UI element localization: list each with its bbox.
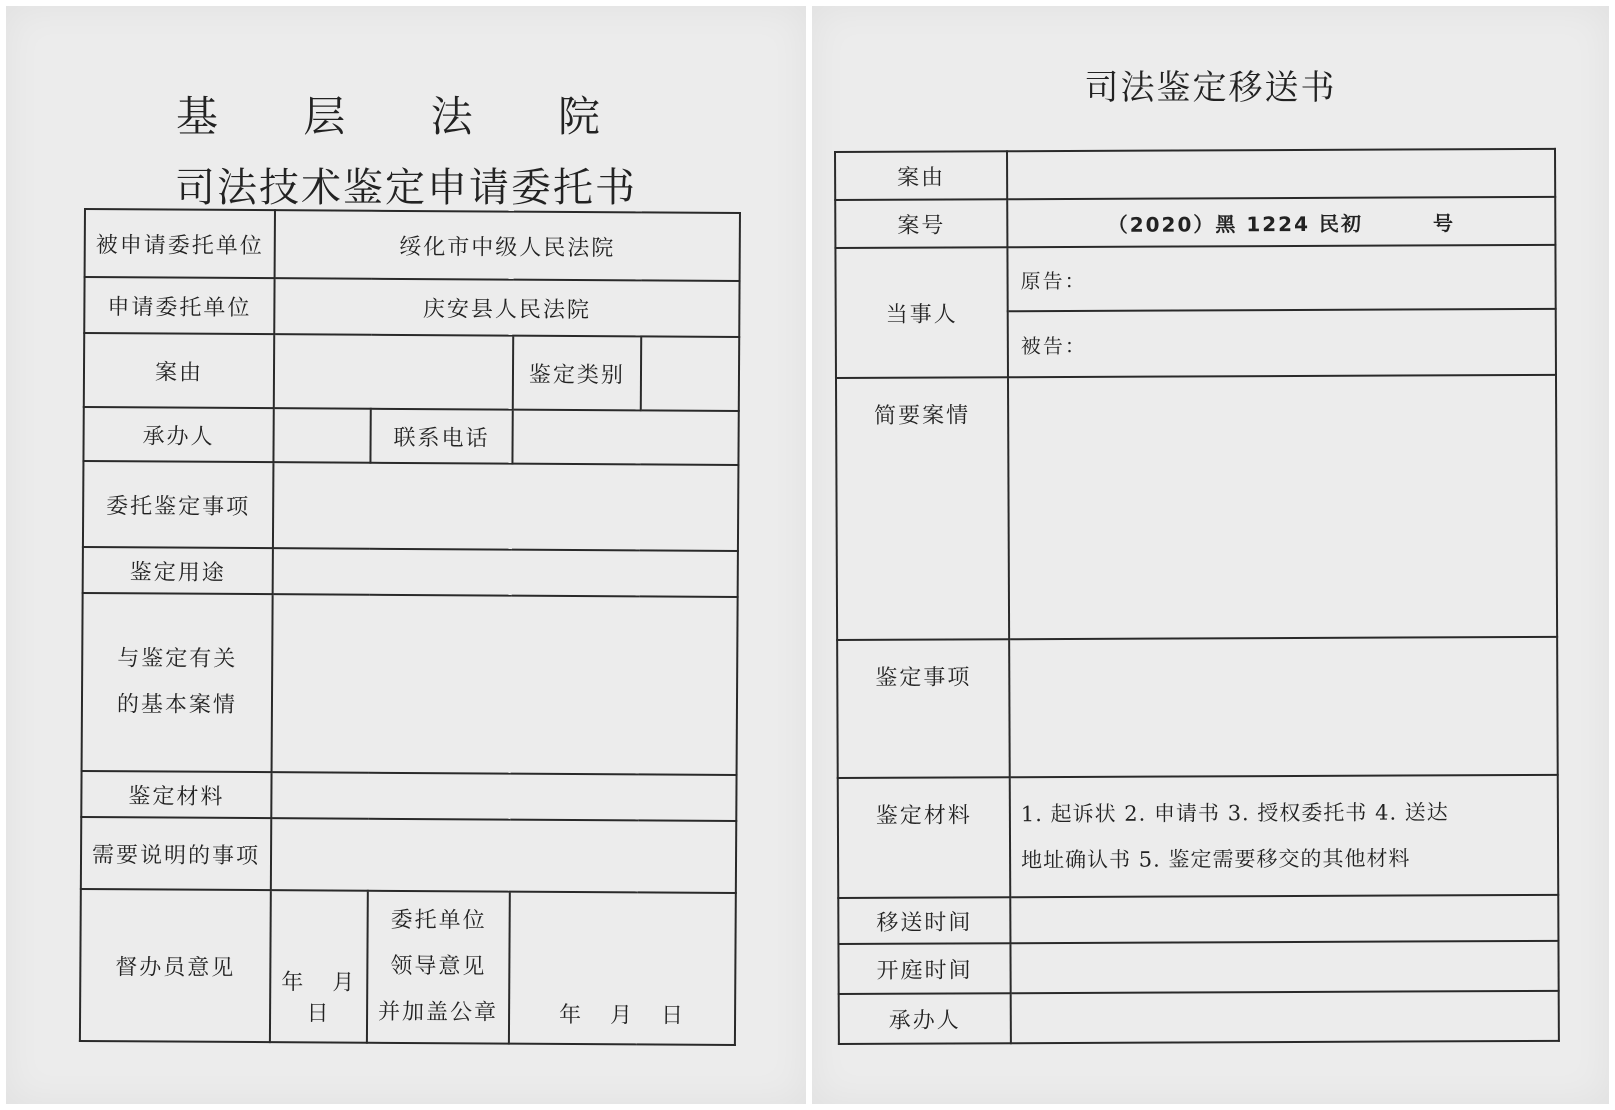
supervisor-label: 督办员意见 [80, 889, 271, 1042]
table-row [83, 547, 738, 597]
table-row [83, 407, 738, 465]
plaintiff-field[interactable]: 原告： [1007, 245, 1555, 311]
table-row [85, 209, 740, 281]
supervisor-date[interactable]: 年 月 日 [270, 890, 368, 1043]
handler-field[interactable] [273, 408, 370, 463]
leader-label-line-3: 并加盖公章 [378, 999, 499, 1026]
basic-case-label [82, 593, 273, 772]
appraisal-type-label: 鉴定类别 [513, 336, 641, 411]
hearing-time-label: 开庭时间 [838, 943, 1010, 994]
table-row [839, 991, 1559, 1044]
parties-label: 当事人 [835, 247, 1008, 378]
table-row [82, 593, 738, 775]
table-row [835, 245, 1555, 312]
summary-field[interactable] [1008, 375, 1557, 639]
r-cause-label: 案由 [835, 151, 1007, 200]
hearing-time-field[interactable] [1010, 941, 1558, 993]
case-no-value: （2020）黑 1224 民初 [1107, 211, 1363, 237]
entrusted-unit-label: 被申请委托单位 [85, 209, 275, 278]
table-row [80, 889, 736, 1045]
transfer-form-table [834, 148, 1560, 1045]
appraisal-matters-label: 鉴定事项 [837, 639, 1010, 778]
court-name: 基 层 法 院 [175, 92, 637, 141]
table-row [84, 333, 739, 411]
appraisal-type-field[interactable] [641, 336, 739, 411]
r-materials-field[interactable] [1010, 775, 1559, 897]
form-title: 司法技术鉴定申请委托书 [175, 165, 637, 211]
materials-line-2: 地址确认书 5. 鉴定需要移交的其他材料 [1021, 846, 1411, 873]
basic-case-label-line-1: 与鉴定有关 [117, 646, 238, 672]
table-row [835, 197, 1555, 248]
materials-field[interactable] [271, 772, 736, 821]
table-row [84, 277, 739, 337]
case-no-suffix: 号 [1432, 210, 1455, 235]
materials-line-1: 1. 起诉状 2. 申请书 3. 授权委托书 4. 送达 [1020, 800, 1449, 827]
basic-case-label-line-2: 的基本案情 [116, 692, 238, 718]
leader-date[interactable]: 年 月 日 [509, 892, 736, 1045]
applicant-unit-label: 申请委托单位 [84, 277, 274, 334]
r-materials-label: 鉴定材料 [838, 777, 1011, 898]
purpose-field[interactable] [273, 548, 738, 597]
transfer-time-field[interactable] [1010, 895, 1558, 943]
table-row [81, 771, 736, 821]
r-handler-field[interactable] [1011, 991, 1559, 1043]
basic-case-field[interactable] [272, 594, 738, 775]
defendant-field[interactable]: 被告： [1008, 309, 1556, 377]
r-cause-field[interactable] [1007, 149, 1555, 199]
table-row [83, 461, 739, 551]
case-no-field[interactable] [1007, 197, 1555, 247]
r-handler-label: 承办人 [839, 993, 1011, 1044]
table-row [81, 817, 736, 893]
left-page [6, 6, 806, 1104]
table-row [838, 941, 1558, 994]
notes-label: 需要说明的事项 [81, 817, 271, 890]
phone-field[interactable] [512, 410, 738, 465]
case-no-label: 案号 [835, 199, 1007, 248]
notes-field[interactable] [271, 818, 736, 893]
materials-label: 鉴定材料 [81, 771, 271, 818]
cause-label: 案由 [84, 333, 274, 408]
leader-label-line-1: 委托单位 [390, 907, 487, 934]
leader-label [367, 891, 510, 1044]
handler-label: 承办人 [83, 407, 273, 462]
entrusted-unit-value[interactable]: 绥化市中级人民法院 [275, 210, 740, 281]
table-row [838, 775, 1559, 898]
entrusted-matters-field[interactable] [273, 462, 739, 551]
appraisal-matters-field[interactable] [1009, 637, 1558, 777]
table-row [837, 637, 1558, 778]
summary-label: 简要案情 [836, 377, 1009, 640]
table-row [838, 895, 1558, 944]
entrustment-form-table [79, 208, 741, 1046]
leader-label-line-2: 领导意见 [390, 953, 487, 980]
right-page [812, 6, 1609, 1104]
purpose-label: 鉴定用途 [83, 547, 273, 594]
transfer-title: 司法鉴定移送书 [1084, 68, 1337, 108]
cause-field[interactable] [274, 334, 513, 409]
entrusted-matters-label: 委托鉴定事项 [83, 461, 274, 548]
phone-label: 联系电话 [370, 409, 512, 464]
transfer-time-label: 移送时间 [838, 897, 1010, 944]
table-row [835, 149, 1555, 200]
applicant-unit-value[interactable]: 庆安县人民法院 [274, 278, 739, 337]
table-row [836, 375, 1557, 640]
